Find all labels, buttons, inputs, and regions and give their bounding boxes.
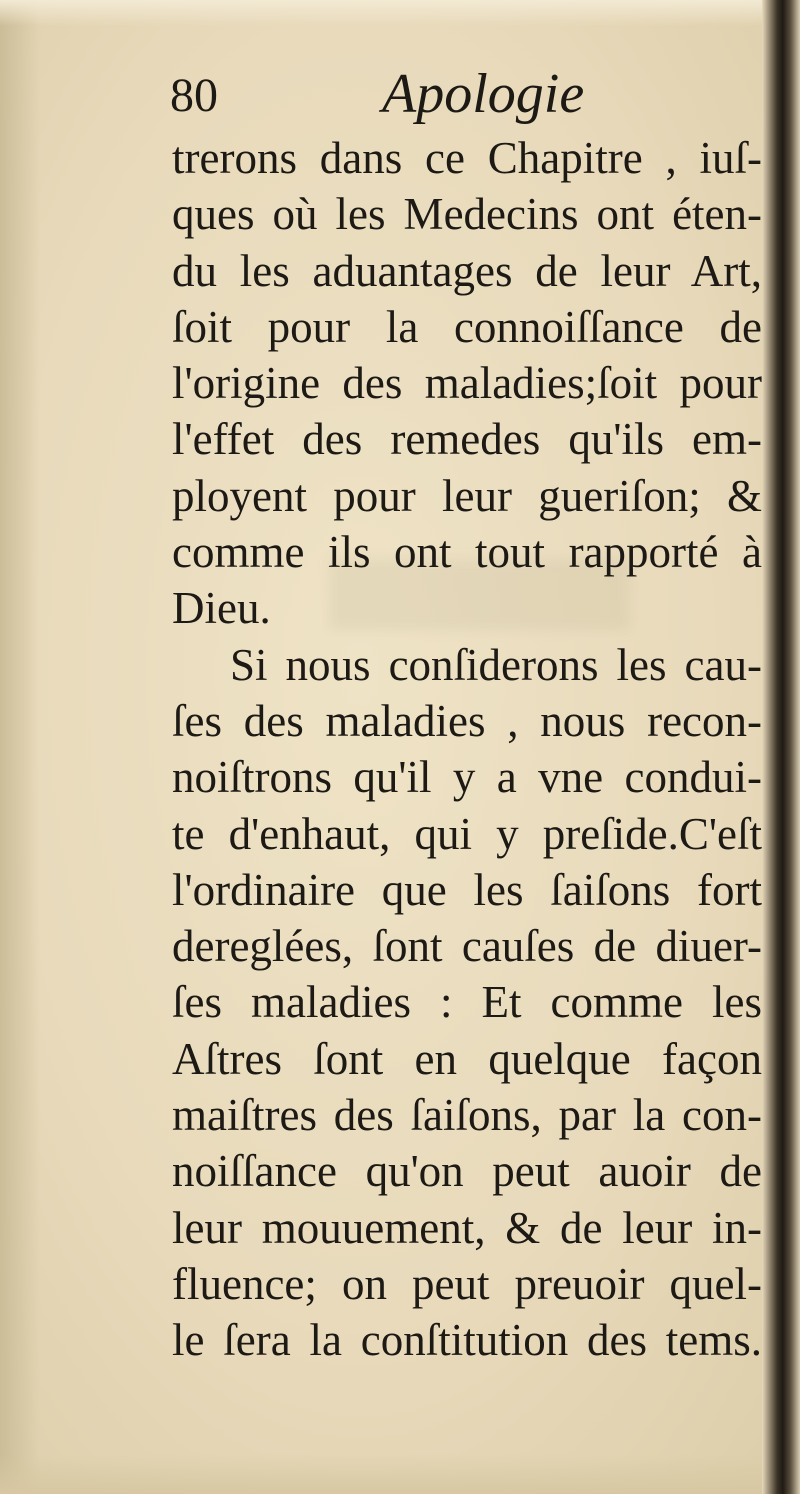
text-line: noiſtrons qu'il y a vne condui- xyxy=(172,752,762,803)
text-line: Dieu. xyxy=(172,583,271,634)
text-line: Aſtres ſont en quelque façon xyxy=(172,1033,762,1084)
text-line: comme ils ont tout rapporté à xyxy=(172,527,762,578)
text-line: l'ordinaire que les ſaiſons fort xyxy=(172,864,762,915)
text-line: noiſſance qu'on peut auoir de xyxy=(172,1146,762,1197)
paragraph-first-line: Si nous conſiderons les cau- xyxy=(230,639,762,690)
text-line: l'effet des remedes qu'ils em- xyxy=(172,414,762,465)
text-line: ployent pour leur gueriſon; & xyxy=(172,470,762,521)
text-line: ſes maladies : Et comme les xyxy=(172,977,762,1028)
text-line: leur mouuement, & de leur in- xyxy=(172,1202,762,1253)
page-top-edge xyxy=(0,0,800,26)
text-line: te d'enhaut, qui y preſide.C'eſt xyxy=(172,808,762,859)
text-line: ſoit pour la connoiſſance de xyxy=(172,301,762,352)
body-text xyxy=(172,130,772,1369)
page-bottom-edge xyxy=(0,1454,800,1494)
gutter-shadow xyxy=(0,0,40,1494)
text-line: l'origine des maladies;ſoit pour xyxy=(172,358,762,409)
text-line: ques où les Medecins ont éten- xyxy=(172,189,762,240)
text-line: ſes des maladies , nous recon- xyxy=(172,695,762,746)
text-line: le ſera la conſtitution des tems. xyxy=(172,1315,762,1366)
text-line: du les aduantages de leur Art, xyxy=(172,245,762,296)
text-line: fluence; on peut preuoir quel- xyxy=(172,1258,762,1309)
page-header xyxy=(170,62,760,132)
text-line: maiſtres des ſaiſons, par la con- xyxy=(172,1090,762,1141)
text-line: trerons dans ce Chapitre , iuſ- xyxy=(172,133,762,183)
text-line: dereglées, ſont cauſes de diuer- xyxy=(172,921,762,972)
running-title: Apologie xyxy=(382,63,585,125)
page-number: 80 xyxy=(170,69,218,122)
